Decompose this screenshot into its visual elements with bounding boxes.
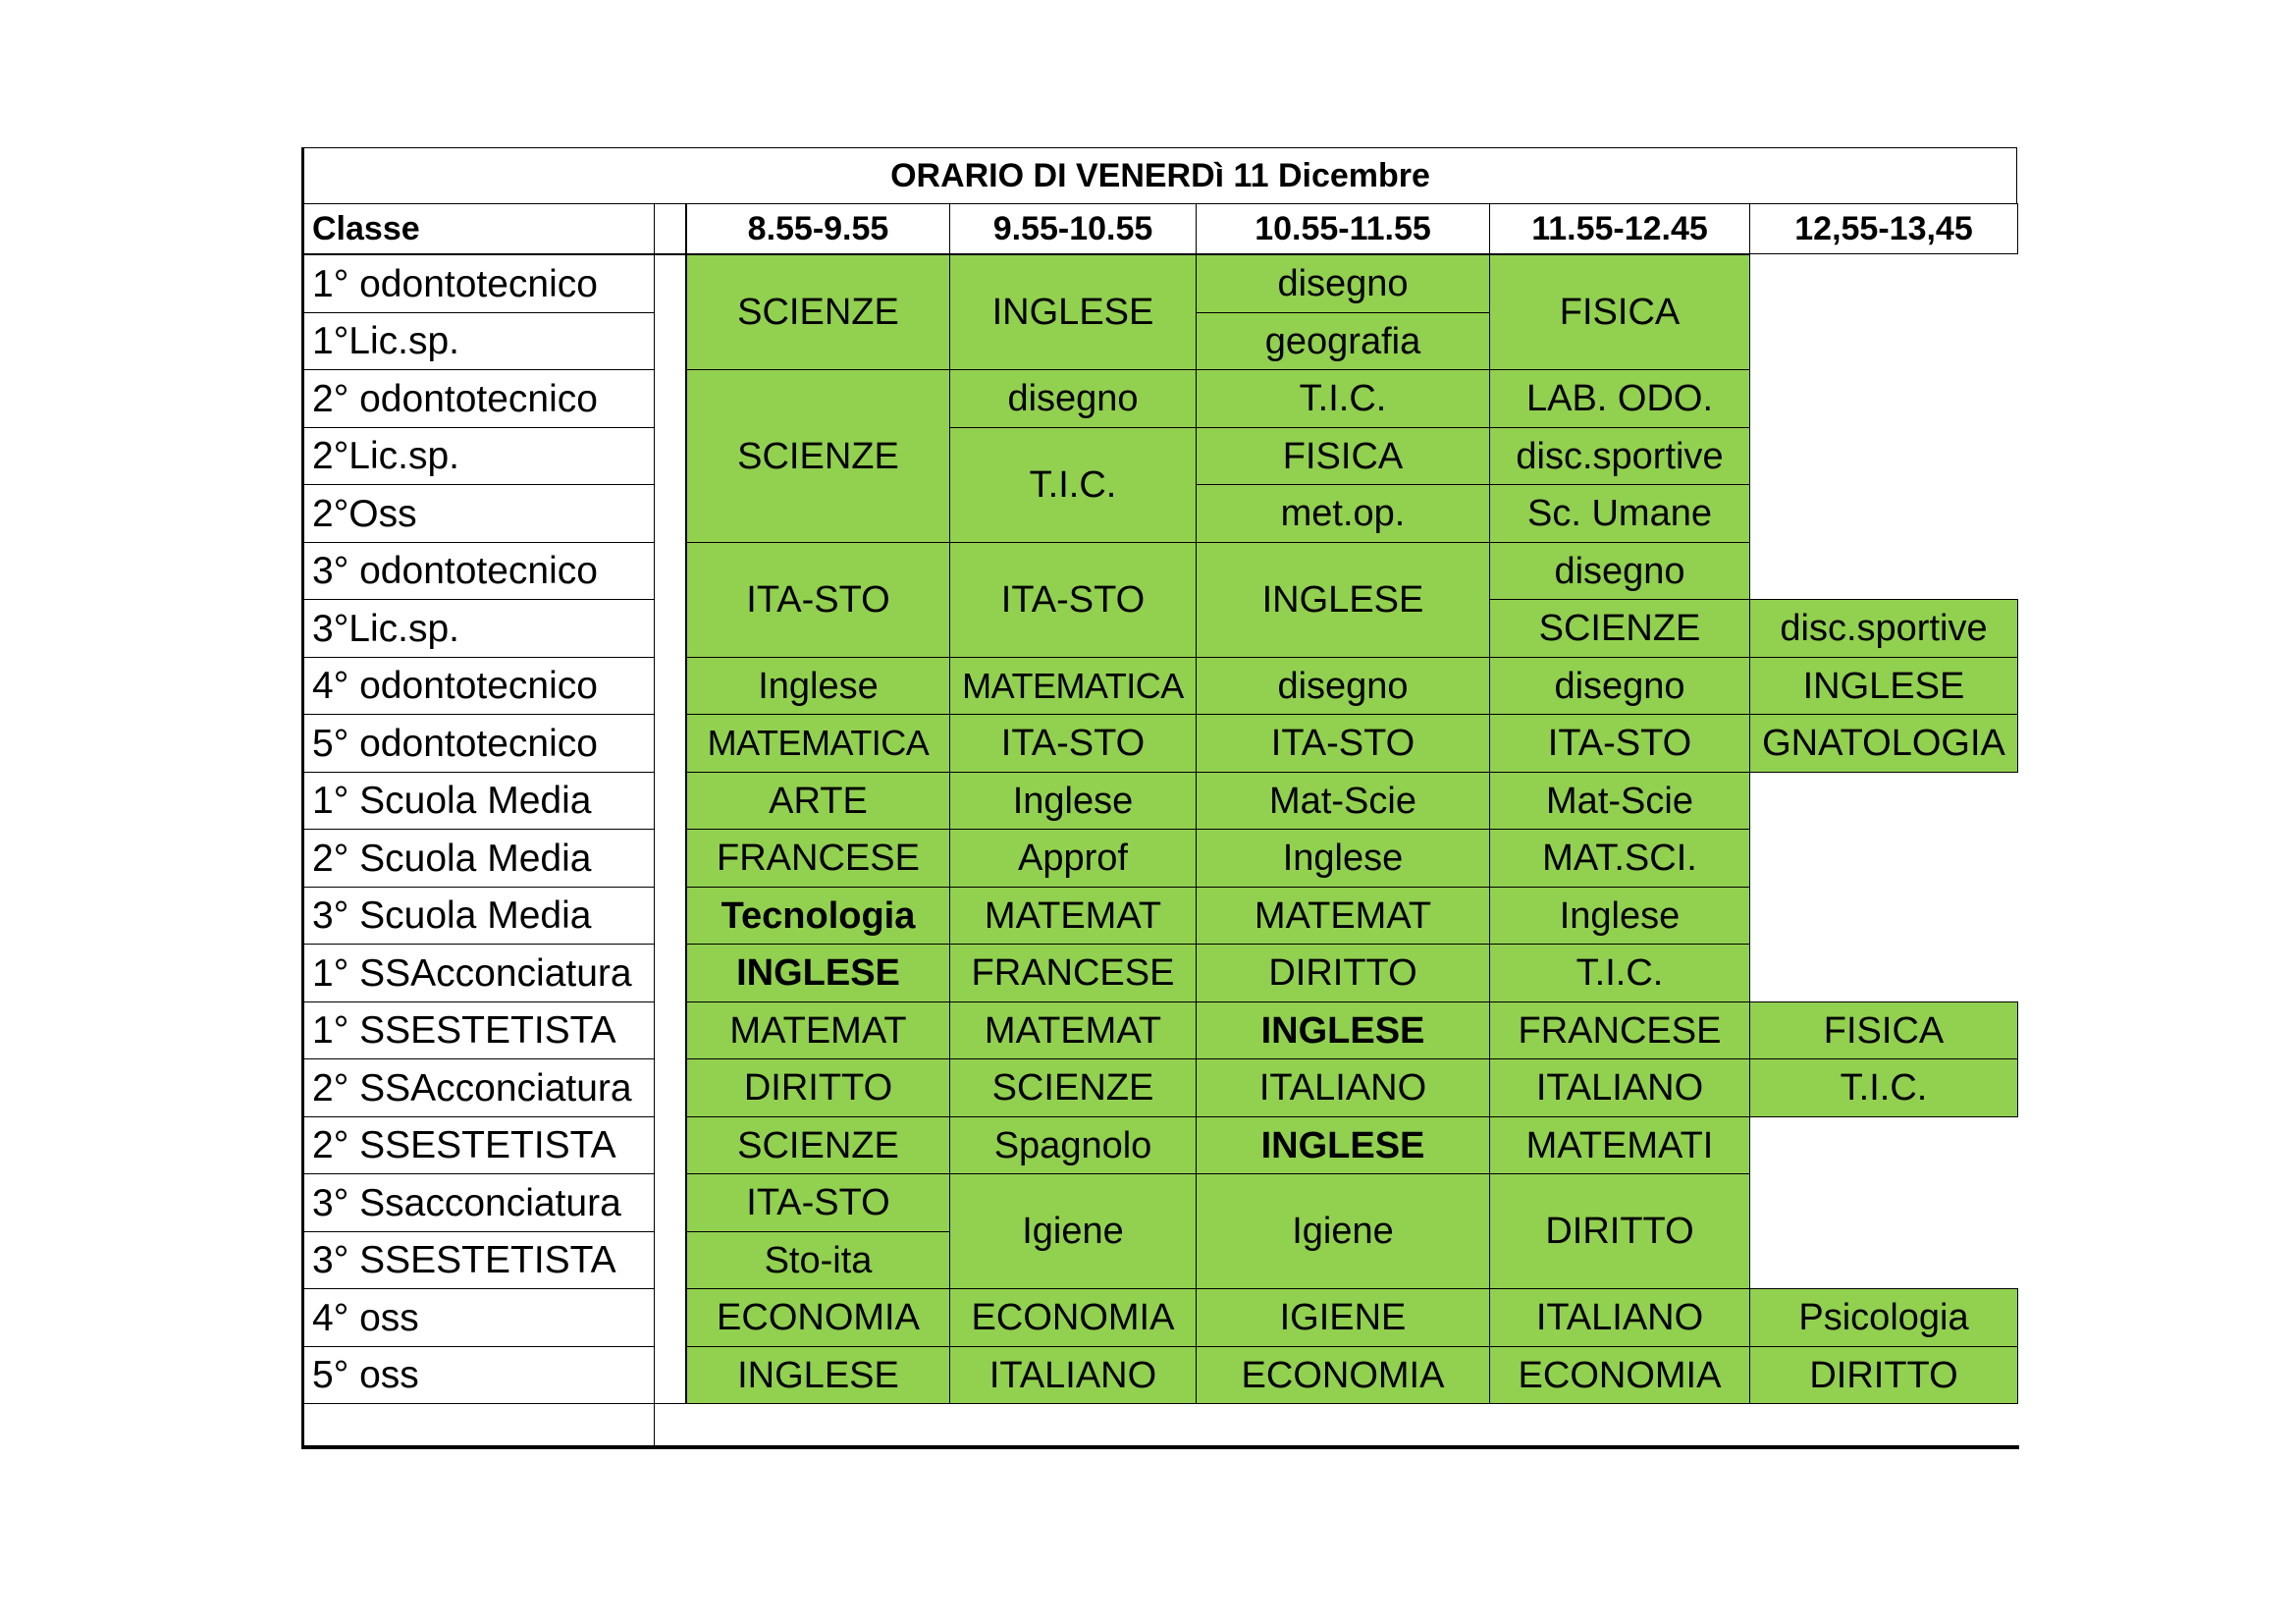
lesson-cell: Sto-ita <box>686 1231 950 1289</box>
class-name: 3° odontotecnico <box>303 542 655 600</box>
lesson-cell: INGLESE <box>949 254 1197 370</box>
class-name: 1° SSESTETISTA <box>303 1001 655 1059</box>
lesson-cell: ECONOMIA <box>1196 1346 1490 1404</box>
lesson-cell: MATEMAT <box>1196 887 1490 945</box>
lesson-cell: SCIENZE <box>686 1116 950 1174</box>
lesson-cell: T.I.C. <box>1489 944 1750 1002</box>
timetable-title: ORARIO DI VENERDì 11 Dicembre <box>303 147 2017 204</box>
lesson-cell: FRANCESE <box>949 944 1197 1002</box>
lesson-cell: Igiene <box>949 1173 1197 1289</box>
lesson-cell: disc.sportive <box>1749 599 2018 658</box>
lesson-cell: Inglese <box>1489 887 1750 945</box>
lesson-cell: ITALIANO <box>1489 1288 1750 1347</box>
lesson-cell: Sc. Umane <box>1489 484 1750 543</box>
lesson-cell: MATEMAT <box>686 1001 950 1059</box>
lesson-cell: INGLESE <box>1196 542 1490 658</box>
lesson-cell: ITA-STO <box>949 714 1197 773</box>
lesson-cell: disegno <box>1196 254 1490 313</box>
class-name: 2°Lic.sp. <box>303 427 655 485</box>
lesson-cell: MATEMAT <box>949 887 1197 945</box>
table-left-border <box>301 147 304 1449</box>
lesson-cell: MATEMATI <box>1489 1116 1750 1174</box>
lesson-cell: DIRITTO <box>1489 1173 1750 1289</box>
lesson-cell: Inglese <box>949 772 1197 830</box>
lesson-cell: MATEMATICA <box>686 714 950 773</box>
empty-footer-row <box>303 1403 655 1447</box>
time-slot-header: 12,55-13,45 <box>1749 203 2018 254</box>
lesson-cell: ECONOMIA <box>1489 1346 1750 1404</box>
lesson-cell: disegno <box>1196 657 1490 715</box>
lesson-cell: FRANCESE <box>686 829 950 888</box>
lesson-cell: ARTE <box>686 772 950 830</box>
lesson-cell: disc.sportive <box>1489 427 1750 485</box>
lesson-cell: geografia <box>1196 312 1490 370</box>
lesson-cell: Mat-Scie <box>1196 772 1490 830</box>
lesson-cell: SCIENZE <box>1489 599 1750 658</box>
class-name: 5° oss <box>303 1346 655 1404</box>
lesson-cell: disegno <box>1489 657 1750 715</box>
lesson-cell: INGLESE <box>686 944 950 1002</box>
lesson-cell: Approf <box>949 829 1197 888</box>
lesson-cell: FISICA <box>1196 427 1490 485</box>
lesson-cell: Inglese <box>1196 829 1490 888</box>
lesson-cell: met.op. <box>1196 484 1490 543</box>
lesson-cell: ITALIANO <box>949 1346 1197 1404</box>
lesson-cell: FISICA <box>1749 1001 2018 1059</box>
lesson-cell: SCIENZE <box>686 254 950 370</box>
lesson-cell: MATEMATICA <box>949 657 1197 715</box>
lesson-cell: SCIENZE <box>686 369 950 543</box>
lesson-cell: Tecnologia <box>686 887 950 945</box>
header-spacer <box>654 203 686 254</box>
class-name: 1° Scuola Media <box>303 772 655 830</box>
class-name: 2° SSESTETISTA <box>303 1116 655 1174</box>
lesson-cell: T.I.C. <box>1196 369 1490 428</box>
lesson-cell: Mat-Scie <box>1489 772 1750 830</box>
lesson-cell: ECONOMIA <box>686 1288 950 1347</box>
lesson-cell: DIRITTO <box>1749 1346 2018 1404</box>
class-name: 4° odontotecnico <box>303 657 655 715</box>
lesson-cell: Psicologia <box>1749 1288 2018 1347</box>
class-name: 2° odontotecnico <box>303 369 655 428</box>
lesson-cell: MAT.SCI. <box>1489 829 1750 888</box>
lesson-cell: T.I.C. <box>949 427 1197 543</box>
lesson-cell: Igiene <box>1196 1173 1490 1289</box>
lesson-cell: ITA-STO <box>949 542 1197 658</box>
class-name: 2°Oss <box>303 484 655 543</box>
class-name: 1°Lic.sp. <box>303 312 655 370</box>
lesson-cell: MATEMAT <box>949 1001 1197 1059</box>
time-slot-header: 11.55-12.45 <box>1489 203 1750 254</box>
class-name: 5° odontotecnico <box>303 714 655 773</box>
time-slot-header: 10.55-11.55 <box>1196 203 1490 254</box>
lesson-cell: DIRITTO <box>1196 944 1490 1002</box>
lesson-cell: FRANCESE <box>1489 1001 1750 1059</box>
class-name: 1° SSAcconciatura <box>303 944 655 1002</box>
class-name: 4° oss <box>303 1288 655 1347</box>
class-name: 3° SSESTETISTA <box>303 1231 655 1289</box>
lesson-cell: ITA-STO <box>686 1173 950 1232</box>
lesson-cell: T.I.C. <box>1749 1058 2018 1117</box>
lesson-cell: INGLESE <box>1196 1116 1490 1174</box>
class-name: 3° Scuola Media <box>303 887 655 945</box>
lesson-cell: DIRITTO <box>686 1058 950 1117</box>
lesson-cell: ITALIANO <box>1196 1058 1490 1117</box>
lesson-cell: LAB. ODO. <box>1489 369 1750 428</box>
class-name: 3° Ssacconciatura <box>303 1173 655 1232</box>
lesson-cell: INGLESE <box>1196 1001 1490 1059</box>
lesson-cell: GNATOLOGIA <box>1749 714 2018 773</box>
lesson-cell: FISICA <box>1489 254 1750 370</box>
lesson-cell: disegno <box>1489 542 1750 600</box>
lesson-cell: Inglese <box>686 657 950 715</box>
lesson-cell: ECONOMIA <box>949 1288 1197 1347</box>
class-name: 1° odontotecnico <box>303 254 655 313</box>
class-name: 3°Lic.sp. <box>303 599 655 658</box>
time-slot-header: 9.55-10.55 <box>949 203 1197 254</box>
lesson-cell: disegno <box>949 369 1197 428</box>
lesson-cell: IGIENE <box>1196 1288 1490 1347</box>
class-name: 2° SSAcconciatura <box>303 1058 655 1117</box>
lesson-cell: Spagnolo <box>949 1116 1197 1174</box>
lesson-cell: ITALIANO <box>1489 1058 1750 1117</box>
lesson-cell: INGLESE <box>1749 657 2018 715</box>
lesson-cell: ITA-STO <box>1489 714 1750 773</box>
lesson-cell: ITA-STO <box>686 542 950 658</box>
empty-spacer-column <box>654 254 686 1404</box>
lesson-cell: INGLESE <box>686 1346 950 1404</box>
header-classe: Classe <box>303 203 655 254</box>
time-slot-header: 8.55-9.55 <box>686 203 950 254</box>
lesson-cell: ITA-STO <box>1196 714 1490 773</box>
lesson-cell: SCIENZE <box>949 1058 1197 1117</box>
table-bottom-border <box>301 1445 2019 1449</box>
class-name: 2° Scuola Media <box>303 829 655 888</box>
